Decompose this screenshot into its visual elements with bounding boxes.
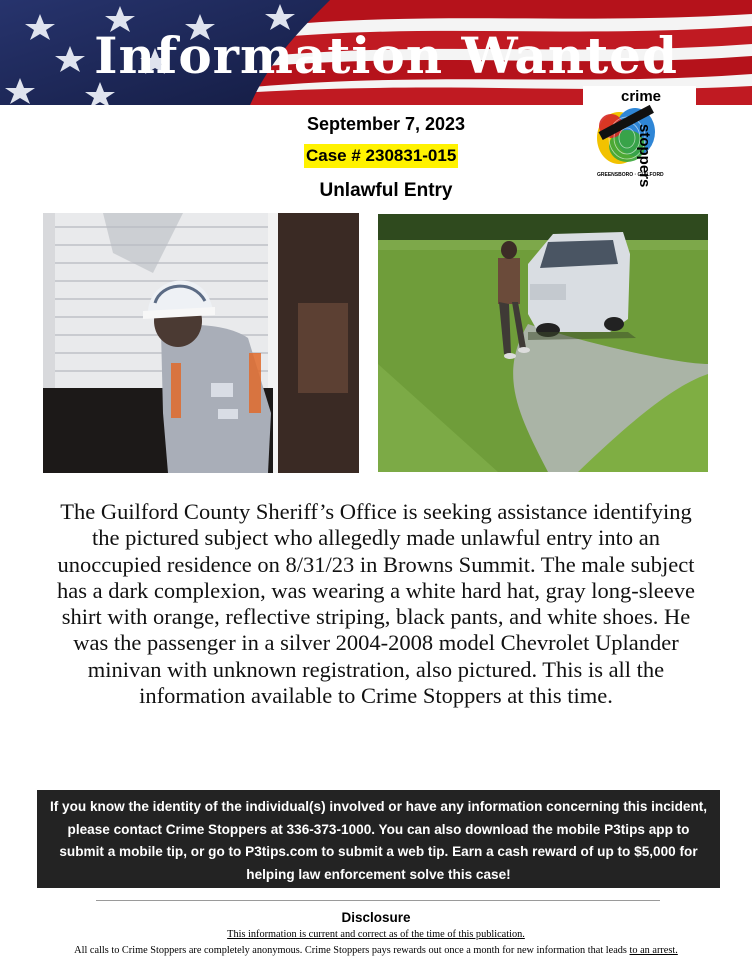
disclosure-title: Disclosure <box>341 910 411 925</box>
disclosure-line-2 <box>30 944 722 958</box>
disclosure-line-1 <box>0 929 752 940</box>
publication-date: September 7, 2023 <box>306 114 466 134</box>
vehicle-photo <box>378 214 708 472</box>
incident-type: Unlawful Entry <box>319 180 453 201</box>
page-title: Information Wanted <box>94 26 678 85</box>
case-number: Case # 230831-015 <box>304 144 458 168</box>
disclosure-line-1-text: This information is current and correct as of the time of this publication. <box>227 929 525 940</box>
tip-callout-text: If you know the identity of the individual(s) involved or have any information concerning this incident, please contact Crime Stoppers at 336-373-1000. You can also download the mobile P3tips app to submit a mobile tip, or go to P3tips.com to submit a web tip. Earn a cash reward of up to $5,000 for helping law enforcement solve this case! <box>49 799 708 882</box>
tip-callout-box <box>37 790 720 888</box>
incident-description: The Guilford County Sheriff’s Office is seeking assistance identifying the pictured subject who allegedly made unlawful entry into an unoccupied residence on 8/31/23 in Browns Summit. The male subject has a dark complexion, was wearing a white hard hat, gray long-sleeve shirt with orange, reflective striping, black pants, and white shoes. He was the passenger in a silver 2004-2008 model Chevrolet Uplander minivan with unknown registration, also pictured. This is all the information available to Crime Stoppers at this time. <box>57 499 695 709</box>
divider <box>96 900 660 901</box>
disclosure-line-2-underlined: to an arrest. <box>629 945 678 956</box>
logo-word-stoppers: stoppers <box>636 124 653 188</box>
logo-footer: GREENSBORO · GUILFORD <box>597 172 664 178</box>
suspect-photo <box>43 213 359 473</box>
crime-stoppers-logo <box>583 86 696 188</box>
logo-word-crime: crime <box>621 88 662 105</box>
disclosure-line-2-text: All calls to Crime Stoppers are completely anonymous. Crime Stoppers pays rewards out once a month for new information that leads <box>74 945 630 956</box>
